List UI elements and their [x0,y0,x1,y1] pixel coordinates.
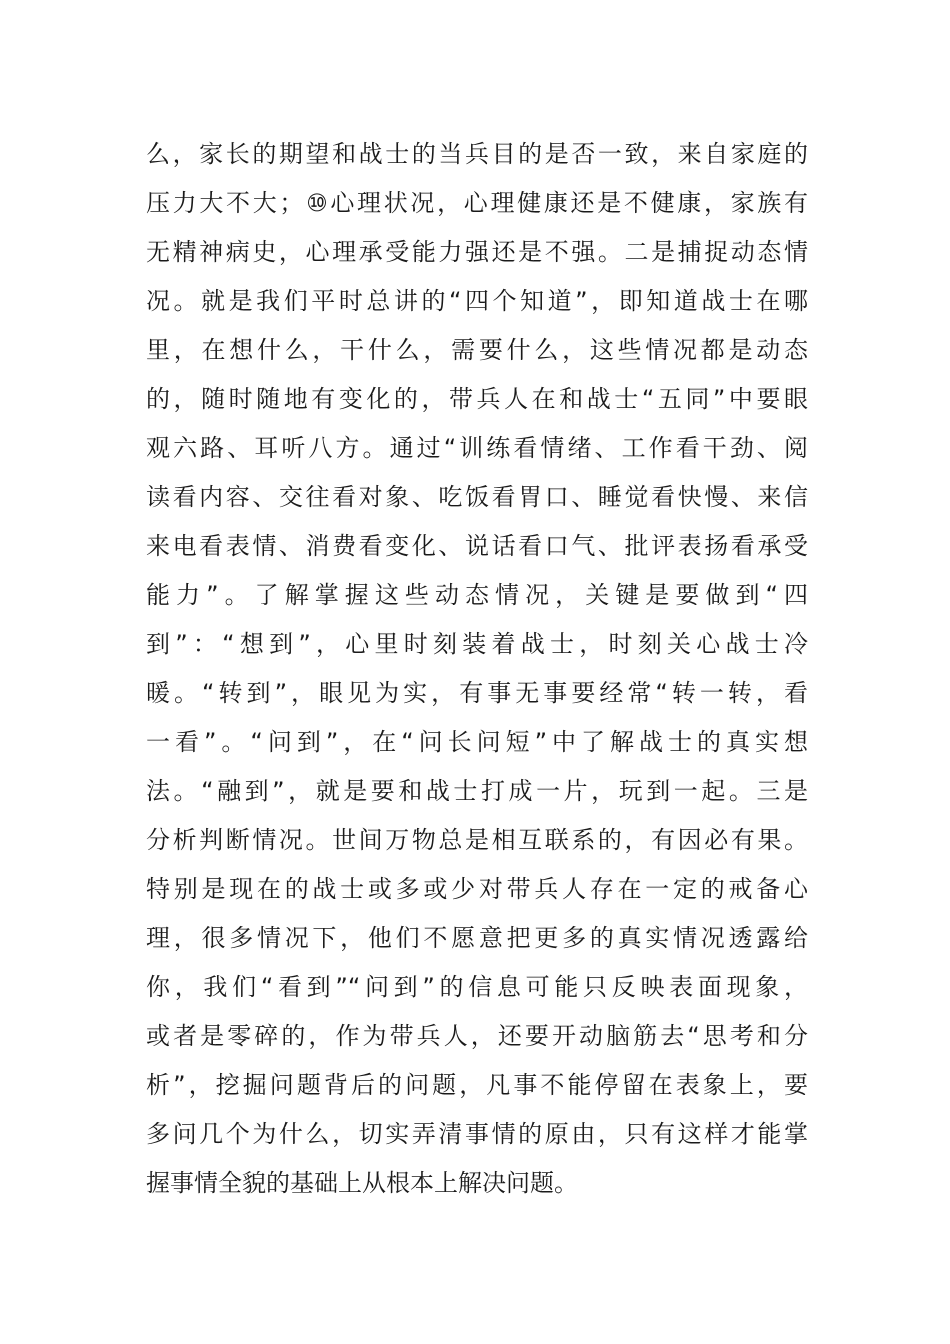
body-paragraph [146,130,808,1208]
text-line: 析”，挖掘问题背后的问题，凡事不能停留在表象上，要 [146,1071,808,1099]
text-line: 法。“融到”，就是要和战士打成一片，玩到一起。三是 [146,777,808,805]
text-line: 无精神病史，心理承受能力强还是不强。二是捕捉动态情 [146,238,808,266]
text-line: 或者是零碎的，作为带兵人，还要开动脑筋去“思考和分 [146,1022,808,1050]
text-line: 么，家长的期望和战士的当兵目的是否一致，来自家庭的 [146,140,808,168]
text-line: 理，很多情况下，他们不愿意把更多的真实情况透露给 [146,924,808,952]
text-line: 来电看表情、消费看变化、说话看口气、批评表扬看承受 [146,532,808,560]
text-line: 观六路、耳听八方。通过“训练看情绪、工作看干劲、阅 [146,434,808,462]
text-line: 一看”。“问到”，在“问长问短”中了解战士的真实想 [146,728,808,756]
text-line: 读看内容、交往看对象、吃饭看胃口、睡觉看快慢、来信 [146,483,808,511]
text-line: 握事情全貌的基础上从根本上解决问题。 [146,1169,578,1197]
text-line: 里，在想什么，干什么，需要什么，这些情况都是动态 [146,336,808,364]
text-line: 多问几个为什么，切实弄清事情的原由，只有这样才能掌 [146,1120,808,1148]
text-line: 分析判断情况。世间万物总是相互联系的，有因必有果。 [146,826,808,854]
text-line: 况。就是我们平时总讲的“四个知道”，即知道战士在哪 [146,287,808,315]
text-line: 能力”。了解掌握这些动态情况，关键是要做到“四 [146,581,808,609]
text-line: 压力大不大；⑩心理状况，心理健康还是不健康，家族有 [146,189,808,217]
text-line: 到”：“想到”，心里时刻装着战士，时刻关心战士冷 [146,630,808,658]
text-line: 的，随时随地有变化的，带兵人在和战士“五同”中要眼 [146,385,808,413]
text-line: 暖。“转到”，眼见为实，有事无事要经常“转一转，看 [146,679,808,707]
text-line: 特别是现在的战士或多或少对带兵人存在一定的戒备心 [146,875,808,903]
text-line: 你，我们“看到”“问到”的信息可能只反映表面现象， [146,973,808,1001]
